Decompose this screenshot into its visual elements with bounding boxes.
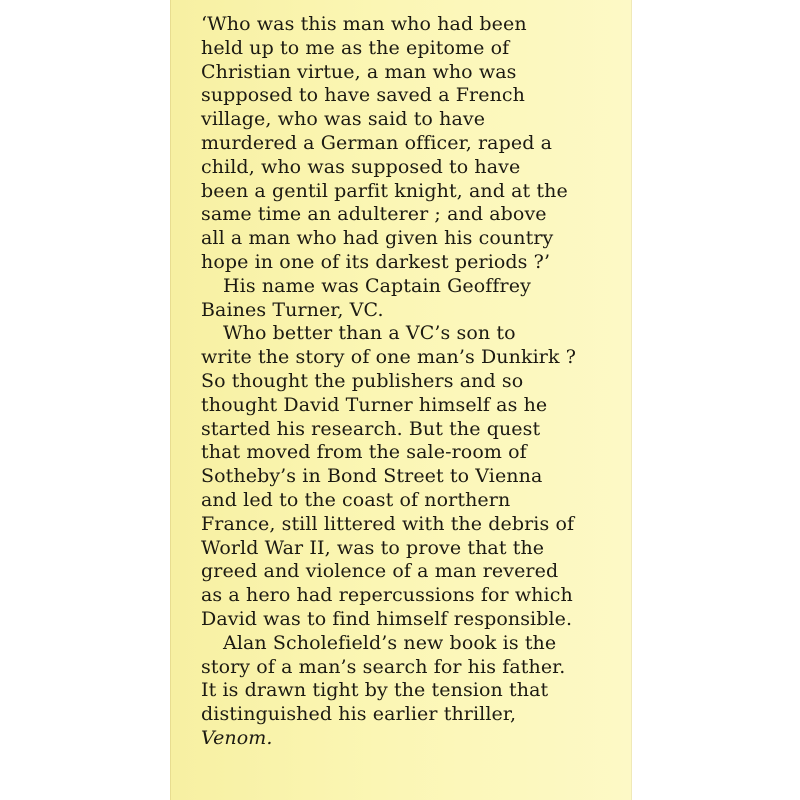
blurb-line: His name was Captain Geoffrey: [223, 274, 531, 297]
jacket-blurb: [201, 13, 621, 751]
blurb-line: greed and violence of a man revered: [201, 560, 559, 583]
blurb-line: been a gentil parfit knight, and at the: [201, 179, 568, 202]
blurb-line: thought David Turner himself as he: [201, 393, 548, 416]
blurb-line: David was to find himself responsible.: [201, 607, 573, 630]
blurb-line: and led to the coast of northern: [201, 488, 511, 511]
blurb-line: Sotheby’s in Bond Street to Vienna: [201, 465, 543, 488]
blurb-line: same time an adulterer ; and above: [201, 203, 547, 226]
blurb-line: started his research. But the quest: [201, 417, 541, 440]
blurb-line: France, still littered with the debris of: [201, 512, 575, 535]
blurb-line: It is drawn tight by the tension that: [201, 679, 549, 702]
blurb-line: Alan Scholefield’s new book is the: [223, 631, 557, 654]
blurb-line: child, who was supposed to have: [201, 155, 521, 178]
blurb-line: held up to me as the epitome of: [201, 36, 510, 59]
book-title-venom: Venom.: [201, 726, 273, 749]
blurb-line: So thought the publishers and so: [201, 369, 524, 392]
blurb-line: Christian virtue, a man who was: [201, 60, 517, 83]
blurb-line: all a man who had given his country: [201, 227, 554, 250]
blurb-line: Who better than a VC’s son to: [223, 322, 516, 345]
blurb-line: distinguished his earlier thriller,: [201, 703, 517, 726]
blurb-line: village, who was said to have: [201, 108, 486, 131]
blurb-line: as a hero had repercussions for which: [201, 584, 573, 607]
blurb-line: Baines Turner, VC.: [201, 298, 384, 321]
blurb-line: write the story of one man’s Dunkirk ?: [201, 346, 576, 369]
blurb-line: World War II, was to prove that the: [201, 536, 545, 559]
blurb-line: murdered a German officer, raped a: [201, 131, 553, 154]
blurb-line: ‘Who was this man who had been: [201, 13, 527, 35]
blurb-line: that moved from the sale-room of: [201, 441, 527, 464]
blurb-line: hope in one of its darkest periods ?’: [201, 250, 551, 273]
blurb-line: supposed to have saved a French: [201, 84, 525, 107]
blurb-line: story of a man’s search for his father.: [201, 655, 566, 678]
